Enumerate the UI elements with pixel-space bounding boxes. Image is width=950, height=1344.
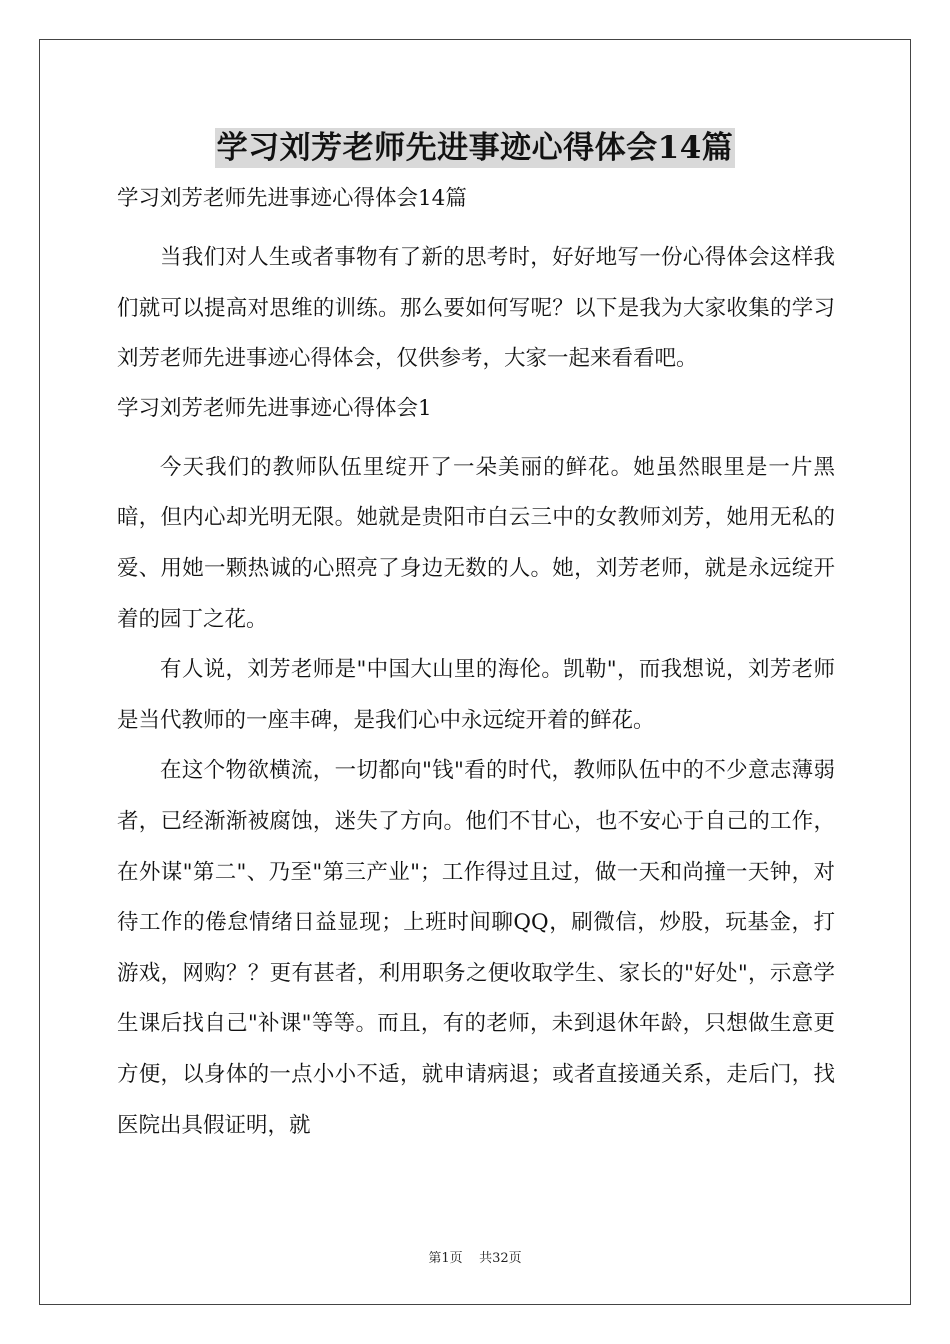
section-heading: 学习刘芳老师先进事迹心得体会1: [117, 395, 432, 421]
body-paragraph: 在这个物欲横流，一切都向"钱"看的时代，教师队伍中的不少意志薄弱者，已经渐渐被腐蚀，迷失了方向。他们不甘心，也不安心于自己的工作，在外谋"第二"、乃至"第三产业"；工作得过且过，做一天和尚撞一天钟，对待工作的倦怠情绪日益显现；上班时间聊QQ，刷微信，炒股，玩基金，打游戏，网购？？更有甚者，利用职务之便收取学生、家长的"好处"，示意学生课后找自己"补课"等等。而且，有的老师，未到退休年龄，只想做生意更方便，以身体的一点小小不适，就申请病退；或者直接通关系，走后门，找医院出具假证明，就: [117, 758, 835, 1138]
page-total: 共32页: [479, 1251, 522, 1266]
body-paragraph: 今天我们的教师队伍里绽开了一朵美丽的鲜花。她虽然眼里是一片黑暗，但内心却光明无限。她就是贵阳市白云三中的女教师刘芳，她用无私的爱、用她一颗热诚的心照亮了身边无数的人。她，刘芳老师，就是永远绽开着的园丁之花。: [117, 454, 835, 632]
page-number: 第1页: [428, 1251, 463, 1266]
body-paragraph: 有人说，刘芳老师是"中国大山里的海伦。凯勒"，而我想说，刘芳老师是当代教师的一座丰碑，是我们心中永远绽开着的鲜花。: [117, 657, 835, 733]
document-body: [117, 182, 835, 1151]
title-container: [0, 128, 950, 168]
page-footer: [0, 1247, 950, 1266]
document-subtitle: 学习刘芳老师先进事迹心得体会14篇: [117, 186, 467, 211]
intro-paragraph: 当我们对人生或者事物有了新的思考时，好好地写一份心得体会这样我们就可以提高对思维的训练。那么要如何写呢？以下是我为大家收集的学习刘芳老师先进事迹心得体会，仅供参考，大家一起来看看吧。: [117, 245, 835, 372]
document-title: 学习刘芳老师先进事迹心得体会14篇: [216, 130, 734, 166]
